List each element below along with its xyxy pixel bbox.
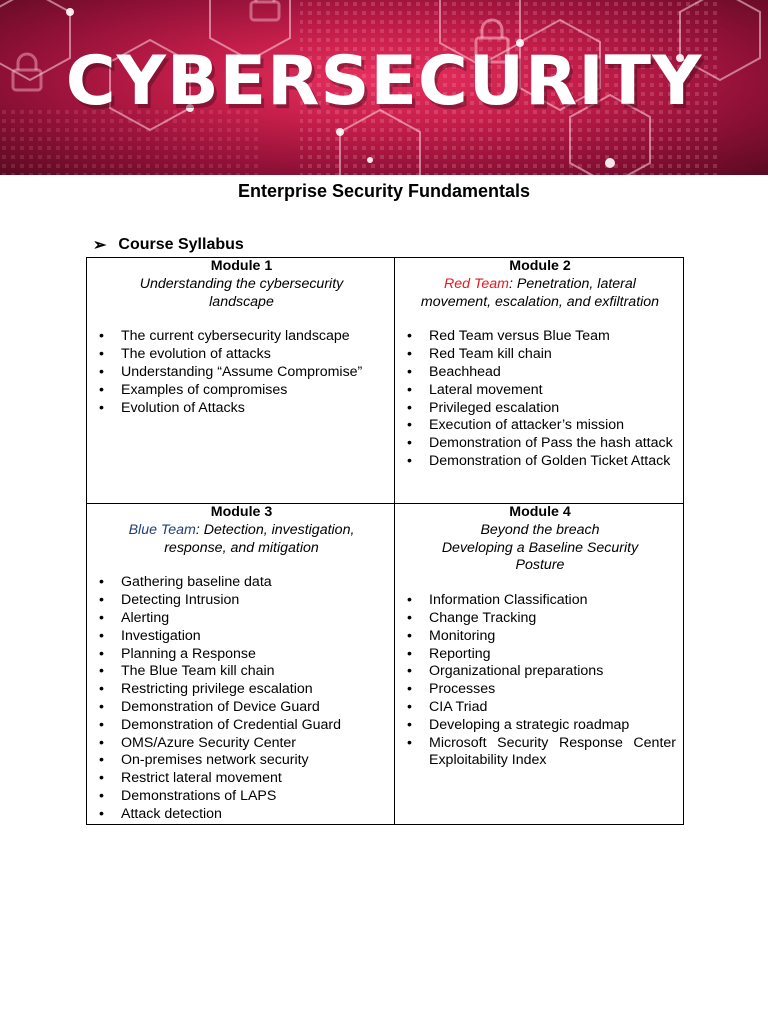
topic-list [404, 592, 676, 770]
list-item: • Restrict lateral movement [96, 770, 387, 788]
list-item: • Demonstration of Pass the hash attack [404, 435, 676, 453]
document-title: Enterprise Security Fundamentals [237, 181, 531, 201]
list-item: • Red Team kill chain [404, 346, 676, 364]
list-item: • Change Tracking [404, 610, 676, 628]
list-item: • Understanding “Assume Compromise” [96, 364, 387, 382]
list-item: • Beachhead [404, 364, 676, 382]
list-item: • Gathering baseline data [96, 574, 387, 592]
table-row [87, 504, 684, 825]
list-item: • Restricting privilege escalation [96, 681, 387, 699]
list-item: • Reporting [404, 646, 676, 664]
module-3-cell [87, 504, 395, 825]
list-item: • The Blue Team kill chain [96, 663, 387, 681]
table-row [87, 258, 684, 504]
list-item: • Investigation [96, 628, 387, 646]
topic-list [96, 574, 387, 823]
module-heading: Module 2 [509, 258, 571, 274]
list-item: • On-premises network security [96, 752, 387, 770]
red-team-label: Red Team [444, 275, 509, 292]
list-item: • Planning a Response [96, 646, 387, 664]
module-subtitle: Beyond the breach Developing a Baseline Security Posture [441, 521, 639, 574]
list-item: • Attack detection [96, 806, 387, 824]
list-item: • Microsoft Security Response Center Exploitability Index [404, 735, 676, 771]
list-item: • Monitoring [404, 628, 676, 646]
list-item: • Demonstration of Golden Ticket Attack [404, 453, 676, 471]
section-heading-label: Course Syllabus [118, 236, 244, 253]
list-item: • Red Team versus Blue Team [404, 328, 676, 346]
arrow-bullet-icon: ➢ [93, 237, 107, 254]
list-item: • Execution of attacker’s mission [404, 417, 676, 435]
syllabus-table [86, 257, 684, 825]
list-item: • Evolution of Attacks [96, 400, 387, 418]
section-heading [93, 235, 244, 255]
module-1-cell [87, 258, 395, 504]
list-item: • The evolution of attacks [96, 346, 387, 364]
module-subtitle: Blue Team: Detection, investigation, response, and mitigation [128, 521, 355, 556]
banner-title: CYBERSECURITY [65, 42, 703, 121]
list-item: • Privileged escalation [404, 400, 676, 418]
list-item: • Organizational preparations [404, 663, 676, 681]
module-heading: Module 1 [210, 258, 273, 274]
list-item: • Demonstration of Credential Guard [96, 717, 387, 735]
topic-list [404, 328, 676, 470]
module-2-cell [395, 258, 684, 504]
blue-team-label: Blue Team [128, 521, 196, 538]
module-heading: Module 3 [210, 504, 273, 520]
list-item: • Demonstrations of LAPS [96, 788, 387, 806]
list-item: • Demonstration of Device Guard [96, 699, 387, 717]
list-item: • Processes [404, 681, 676, 699]
list-item: • The current cybersecurity landscape [96, 328, 387, 346]
module-4-cell [395, 504, 684, 825]
module-subtitle: Understanding the cybersecurity landscape [139, 275, 344, 310]
list-item: • Examples of compromises [96, 382, 387, 400]
list-item: • Information Classification [404, 592, 676, 610]
list-item: • Developing a strategic roadmap [404, 717, 676, 735]
list-item: • Detecting Intrusion [96, 592, 387, 610]
topic-list [96, 328, 387, 417]
list-item: • Alerting [96, 610, 387, 628]
lock-icon [251, 0, 279, 20]
module-subtitle: Red Team: Penetration, lateral movement, escalation, and exfiltration [420, 275, 660, 310]
list-item: • OMS/Azure Security Center [96, 735, 387, 753]
cybersecurity-banner [0, 0, 768, 175]
list-item: • CIA Triad [404, 699, 676, 717]
module-heading: Module 4 [509, 504, 571, 520]
list-item: • Lateral movement [404, 382, 676, 400]
